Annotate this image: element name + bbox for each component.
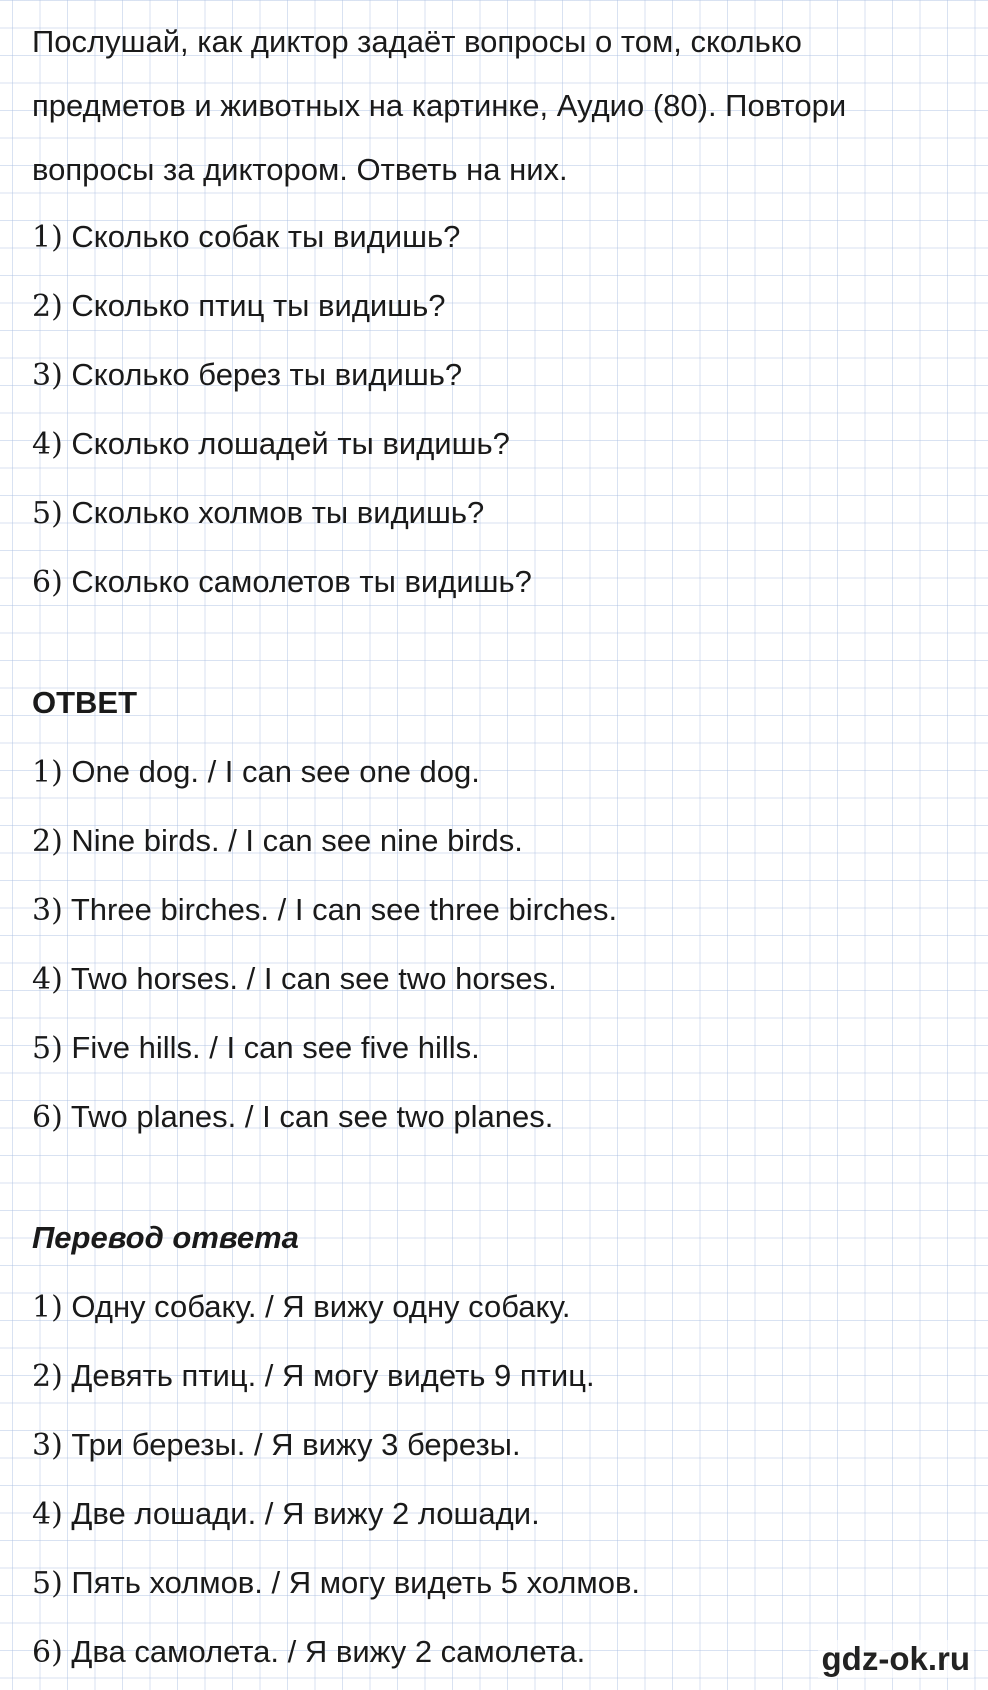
question-list — [32, 202, 962, 616]
item-text: Сколько холмов ты видишь? — [71, 495, 485, 530]
item-text: Two horses. / I can see two horses. — [70, 961, 557, 996]
item-text: Две лошади. / Я вижу 2 лошади. — [71, 1496, 540, 1531]
item-number: 6) — [32, 1635, 63, 1670]
item-number: 6) — [32, 1100, 63, 1135]
item-number: 1) — [32, 1290, 63, 1325]
list-item — [32, 1082, 962, 1151]
list-item — [32, 271, 962, 340]
item-text: Девять птиц. / Я могу видеть 9 птиц. — [71, 1358, 595, 1393]
item-number: 3) — [32, 358, 63, 393]
list-item — [32, 1548, 962, 1617]
section-spacer — [32, 1151, 962, 1203]
item-text: One dog. / I can see one dog. — [71, 754, 480, 789]
list-item — [32, 1341, 962, 1410]
item-text: Пять холмов. / Я могу видеть 5 холмов. — [71, 1565, 641, 1600]
item-number: 2) — [32, 1359, 63, 1394]
item-text: Сколько птиц ты видишь? — [71, 288, 446, 323]
document-page — [32, 10, 962, 1686]
item-number: 5) — [32, 1566, 63, 1601]
item-number: 4) — [32, 1497, 63, 1532]
item-number: 2) — [32, 289, 63, 324]
item-text: Nine birds. / I can see nine birds. — [71, 823, 523, 858]
site-watermark: gdz-ok.ru — [818, 1640, 974, 1678]
item-text: Три березы. / Я вижу 3 березы. — [71, 1427, 521, 1462]
list-item — [32, 875, 962, 944]
list-item — [32, 409, 962, 478]
list-item — [32, 944, 962, 1013]
list-item — [32, 478, 962, 547]
item-number: 4) — [32, 962, 63, 997]
item-text: Два самолета. / Я вижу 2 самолета. — [71, 1634, 586, 1669]
list-item — [32, 737, 962, 806]
item-text: Two planes. / I can see two planes. — [70, 1099, 554, 1134]
item-number: 6) — [32, 565, 63, 600]
item-number: 3) — [32, 893, 63, 928]
list-item — [32, 202, 962, 271]
section-spacer — [32, 616, 962, 668]
item-text: Сколько собак ты видишь? — [71, 219, 461, 254]
list-item — [32, 1410, 962, 1479]
task-text: Послушай, как диктор задаёт вопросы о том, сколько предметов и животных на картинке, Аудио (80). Повтори вопросы за диктором. Ответь на них. — [32, 24, 847, 187]
answer-list — [32, 737, 962, 1151]
item-number: 5) — [32, 1031, 63, 1066]
item-text: Сколько лошадей ты видишь? — [71, 426, 510, 461]
item-number: 1) — [32, 220, 63, 255]
answer-heading: ОТВЕТ — [32, 685, 138, 720]
item-number: 4) — [32, 427, 63, 462]
list-item — [32, 806, 962, 875]
item-text: Three birches. / I can see three birches. — [70, 892, 618, 927]
translation-list — [32, 1272, 962, 1686]
item-number: 3) — [32, 1428, 63, 1463]
list-item — [32, 1013, 962, 1082]
item-text: Одну собаку. / Я вижу одну собаку. — [71, 1289, 571, 1324]
list-item — [32, 1479, 962, 1548]
list-item — [32, 1272, 962, 1341]
list-item — [32, 547, 962, 616]
item-text: Сколько берез ты видишь? — [71, 357, 463, 392]
item-number: 1) — [32, 755, 63, 790]
list-item — [32, 340, 962, 409]
translation-heading: Перевод ответа — [32, 1220, 299, 1255]
item-text: Five hills. / I can see five hills. — [71, 1030, 480, 1065]
item-number: 5) — [32, 496, 63, 531]
item-text: Сколько самолетов ты видишь? — [71, 564, 532, 599]
item-number: 2) — [32, 824, 63, 859]
